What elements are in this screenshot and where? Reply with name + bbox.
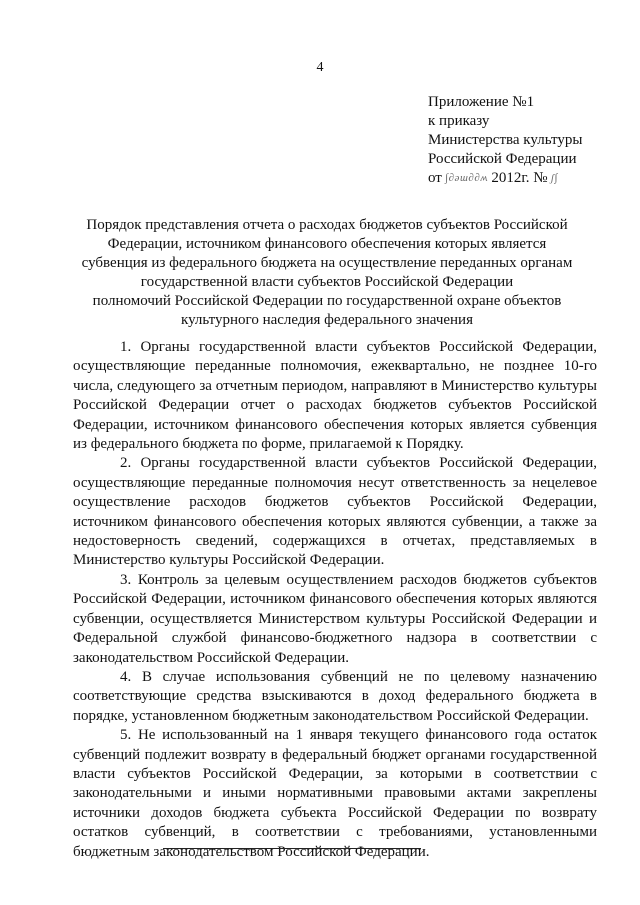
appendix-title: Приложение №1 — [428, 94, 535, 110]
title-line: Порядок представления отчета о расходах бюджетов субъектов Российской — [86, 217, 568, 233]
page-number: 4 — [316, 60, 324, 75]
appendix-header — [428, 93, 582, 188]
paragraph-3: 3. Контроль за целевым осуществлением расходов бюджетов субъектов Российской Федерации, источником финансового обеспечения которых являются субвенции, осуществляется Министерством культуры Российской Федерации и Федеральной службой финансово-бюджетного надзора в соответствии с законодательством Российской Федерации. — [73, 571, 597, 666]
paragraph-4: 4. В случае использования субвенций не по целевому назначению соответствующие средства взыскиваются в доход федерального бюджета в порядке, установленном бюджетным законодательством Российской Федерации. — [73, 668, 597, 724]
document-title — [62, 216, 592, 330]
appendix-order-ref: к приказу — [428, 113, 490, 129]
title-line: государственной власти субъектов Российской Федерации — [140, 274, 514, 290]
paragraph-1: 1. Органы государственной власти субъектов Российской Федерации, осуществляющие переданные полномочия, ежеквартально, не позднее 10-го числа, следующего за отчетным периодом, направляют в Министерство культуры Российской Федерации отчет о расходах бюджетов субъектов Российской Федерации, источником финансового обеспечения которых является субвенция из федерального бюджета по форме, прилагаемой к Порядку. — [73, 339, 597, 453]
paragraph-5: 5. Не использованный на 1 января текущего финансового года остаток субвенций подлежит возврату в федеральный бюджет органами государственной власти субъектов Российской Федерации, за которыми в соответствии с законодательными и иными нормативными правовыми актами закреплены источники доходов бюджета субъекта Российской Федерации по возврату остатков субвенций, в соответствии с требованиями, установленными бюджетным законодательством Российской Федерации. — [73, 727, 597, 860]
title-line: полномочий Российской Федерации по государственной охране объектов — [92, 293, 562, 309]
handwritten-date-mark: ∫∂ǝɯ∂∂ʍ — [441, 172, 492, 184]
title-line: Федерации, источником финансового обеспечения которых является — [107, 236, 547, 252]
date-year: 2012г. № — [491, 170, 548, 186]
appendix-ministry: Министерства культуры — [428, 132, 583, 148]
handwritten-number-mark: ʃ∫ — [547, 172, 559, 184]
appendix-country: Российской Федерации — [428, 151, 577, 167]
title-line: культурного наследия федерального значения — [181, 312, 473, 328]
appendix-date-line — [428, 169, 582, 188]
title-line: субвенция из федерального бюджета на осуществление переданных органам — [81, 255, 573, 271]
paragraph-2: 2. Органы государственной власти субъектов Российской Федерации, осуществляющие переданные полномочия несут ответственность за нецелевое осуществление расходов бюджетов субъектов Российской Федерации, источником финансового обеспечения которых являются субвенции, а также за недостоверность сведений, содержащихся в отчетах, представляемых в Министерство культуры Российской Федерации. — [73, 455, 597, 569]
date-prefix: от — [428, 170, 442, 186]
document-body — [73, 338, 597, 862]
closing-divider — [163, 848, 421, 849]
